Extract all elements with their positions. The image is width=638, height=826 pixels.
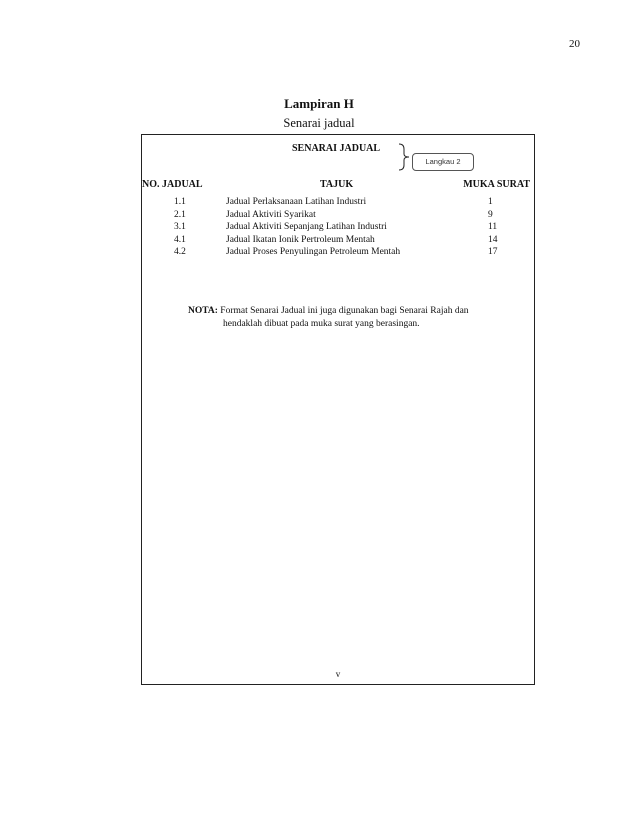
column-header-no: NO. JADUAL	[142, 179, 203, 190]
note-line-1: Format Senarai Jadual ini juga digunakan bagi Senarai Rajah dan	[220, 306, 469, 316]
column-header-page: MUKA SURAT	[463, 179, 530, 190]
row-title: Jadual Aktiviti Syarikat	[226, 209, 316, 220]
row-number: 1.1	[174, 197, 186, 207]
row-page: 9	[488, 209, 493, 220]
curly-brace-icon	[397, 143, 411, 171]
row-number: 3.1	[174, 222, 186, 232]
row-title: Jadual Proses Penyulingan Petroleum Mentah	[226, 247, 401, 257]
table-row	[142, 210, 534, 223]
table-row	[142, 247, 534, 260]
row-number: 2.1	[174, 209, 186, 220]
sample-page-frame	[141, 134, 535, 685]
row-number: 4.2	[174, 247, 186, 257]
roman-page-number: v	[335, 669, 341, 679]
row-page: 11	[488, 222, 498, 232]
column-header-title: TAJUK	[320, 179, 354, 190]
page-subtitle: Senarai jadual	[283, 116, 355, 130]
table-row	[142, 235, 534, 248]
table-row	[142, 222, 534, 235]
row-title: Jadual Aktiviti Sepanjang Latihan Industri	[226, 222, 387, 232]
row-title: Jadual Ikatan Ionik Pertroleum Mentah	[226, 234, 375, 245]
row-page: 1	[488, 197, 493, 207]
row-title: Jadual Perlaksanaan Latihan Industri	[226, 197, 367, 207]
note-label: NOTA:	[188, 306, 218, 316]
table-row	[142, 197, 534, 210]
list-heading: SENARAI JADUAL	[292, 143, 381, 154]
spacing-note: Langkau 2	[412, 153, 474, 171]
row-page: 17	[488, 247, 498, 257]
page-title: Lampiran H	[284, 96, 354, 111]
note-line-2: hendaklah dibuat pada muka surat yang berasingan.	[223, 319, 420, 329]
table-list	[142, 197, 534, 260]
row-number: 4.1	[174, 234, 186, 245]
page-number: 20	[569, 38, 580, 50]
format-note	[188, 305, 518, 331]
row-page: 14	[488, 234, 498, 245]
